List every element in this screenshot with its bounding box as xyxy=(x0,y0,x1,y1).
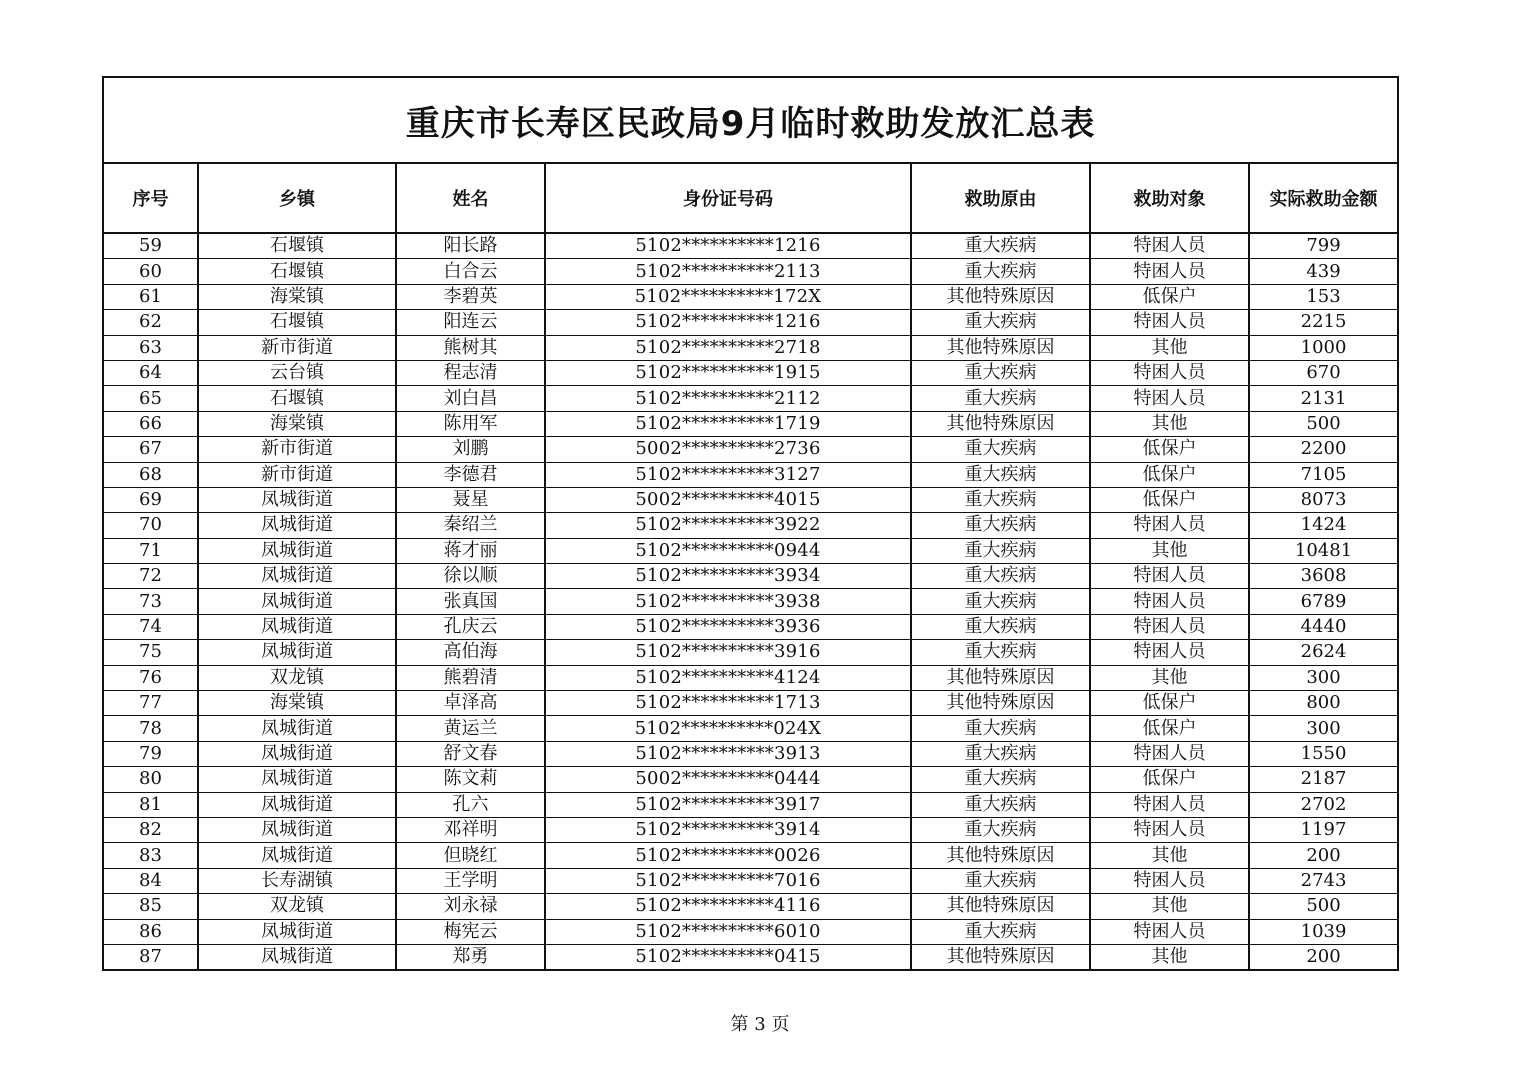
reason-cell: 其他特殊原因 xyxy=(911,843,1090,868)
id-number-cell: 5102**********0026 xyxy=(545,843,911,868)
recipient-type-cell: 特困人员 xyxy=(1090,310,1249,335)
id-number-cell: 5102**********4116 xyxy=(545,894,911,919)
recipient-type-cell: 其他 xyxy=(1090,335,1249,360)
recipient-type-cell: 其他 xyxy=(1090,538,1249,563)
reason-cell: 重大疾病 xyxy=(911,564,1090,589)
reason-cell: 其他特殊原因 xyxy=(911,944,1090,970)
recipient-type-cell: 特困人员 xyxy=(1090,792,1249,817)
amount-cell: 1550 xyxy=(1249,741,1398,766)
table-row xyxy=(103,716,1398,741)
reason-cell: 其他特殊原因 xyxy=(911,691,1090,716)
table-row xyxy=(103,944,1398,970)
town-cell: 石堰镇 xyxy=(198,233,396,259)
recipient-type-cell: 其他 xyxy=(1090,411,1249,436)
table-row xyxy=(103,665,1398,690)
id-number-cell: 5102**********3917 xyxy=(545,792,911,817)
town-cell: 凤城街道 xyxy=(198,538,396,563)
town-cell: 双龙镇 xyxy=(198,665,396,690)
reason-cell: 重大疾病 xyxy=(911,310,1090,335)
relief-summary-table xyxy=(102,76,1399,971)
town-cell: 凤城街道 xyxy=(198,944,396,970)
amount-cell: 1197 xyxy=(1249,817,1398,842)
table-row xyxy=(103,513,1398,538)
name-cell: 孔庆云 xyxy=(396,614,545,639)
id-number-cell: 5102**********2718 xyxy=(545,335,911,360)
index-cell: 63 xyxy=(103,335,198,360)
table-row xyxy=(103,589,1398,614)
name-cell: 程志清 xyxy=(396,360,545,385)
table-row xyxy=(103,487,1398,512)
recipient-type-cell: 低保户 xyxy=(1090,691,1249,716)
amount-cell: 2215 xyxy=(1249,310,1398,335)
id-number-cell: 5102**********024X xyxy=(545,716,911,741)
town-cell: 凤城街道 xyxy=(198,513,396,538)
amount-cell: 439 xyxy=(1249,259,1398,284)
index-cell: 77 xyxy=(103,691,198,716)
recipient-type-cell: 低保户 xyxy=(1090,284,1249,309)
town-cell: 凤城街道 xyxy=(198,614,396,639)
recipient-type-cell: 其他 xyxy=(1090,665,1249,690)
reason-cell: 其他特殊原因 xyxy=(911,665,1090,690)
index-cell: 81 xyxy=(103,792,198,817)
amount-cell: 300 xyxy=(1249,716,1398,741)
index-cell: 78 xyxy=(103,716,198,741)
town-cell: 石堰镇 xyxy=(198,310,396,335)
recipient-type-cell: 特困人员 xyxy=(1090,589,1249,614)
index-cell: 60 xyxy=(103,259,198,284)
amount-cell: 4440 xyxy=(1249,614,1398,639)
id-number-cell: 5102**********0944 xyxy=(545,538,911,563)
name-cell: 聂星 xyxy=(396,487,545,512)
reason-cell: 重大疾病 xyxy=(911,437,1090,462)
id-number-cell: 5102**********3938 xyxy=(545,589,911,614)
amount-cell: 2131 xyxy=(1249,386,1398,411)
reason-cell: 重大疾病 xyxy=(911,817,1090,842)
town-cell: 云台镇 xyxy=(198,360,396,385)
id-number-cell: 5102**********3934 xyxy=(545,564,911,589)
town-cell: 石堰镇 xyxy=(198,386,396,411)
column-header-name: 姓名 xyxy=(396,163,545,233)
reason-cell: 重大疾病 xyxy=(911,487,1090,512)
name-cell: 邓祥明 xyxy=(396,817,545,842)
reason-cell: 重大疾病 xyxy=(911,589,1090,614)
page-number: 第 3 页 xyxy=(730,1014,790,1035)
recipient-type-cell: 特困人员 xyxy=(1090,868,1249,893)
name-cell: 蒋才丽 xyxy=(396,538,545,563)
recipient-type-cell: 特困人员 xyxy=(1090,741,1249,766)
index-cell: 61 xyxy=(103,284,198,309)
column-header-index: 序号 xyxy=(103,163,198,233)
name-cell: 舒文春 xyxy=(396,741,545,766)
recipient-type-cell: 特困人员 xyxy=(1090,513,1249,538)
name-cell: 卓泽高 xyxy=(396,691,545,716)
index-cell: 87 xyxy=(103,944,198,970)
table-row xyxy=(103,284,1398,309)
amount-cell: 6789 xyxy=(1249,589,1398,614)
table-row xyxy=(103,843,1398,868)
table-row xyxy=(103,564,1398,589)
town-cell: 长寿湖镇 xyxy=(198,868,396,893)
town-cell: 凤城街道 xyxy=(198,843,396,868)
table-row xyxy=(103,335,1398,360)
amount-cell: 500 xyxy=(1249,894,1398,919)
amount-cell: 1039 xyxy=(1249,919,1398,944)
reason-cell: 重大疾病 xyxy=(911,233,1090,259)
town-cell: 凤城街道 xyxy=(198,487,396,512)
id-number-cell: 5102**********1915 xyxy=(545,360,911,385)
amount-cell: 8073 xyxy=(1249,487,1398,512)
amount-cell: 799 xyxy=(1249,233,1398,259)
id-number-cell: 5102**********3916 xyxy=(545,640,911,665)
table-row xyxy=(103,310,1398,335)
index-cell: 75 xyxy=(103,640,198,665)
town-cell: 新市街道 xyxy=(198,335,396,360)
town-cell: 海棠镇 xyxy=(198,411,396,436)
amount-cell: 200 xyxy=(1249,944,1398,970)
table-row xyxy=(103,741,1398,766)
index-cell: 70 xyxy=(103,513,198,538)
id-number-cell: 5102**********1216 xyxy=(545,233,911,259)
amount-cell: 200 xyxy=(1249,843,1398,868)
name-cell: 王学明 xyxy=(396,868,545,893)
table-row xyxy=(103,894,1398,919)
recipient-type-cell: 特困人员 xyxy=(1090,360,1249,385)
table-row xyxy=(103,259,1398,284)
id-number-cell: 5102**********3913 xyxy=(545,741,911,766)
reason-cell: 重大疾病 xyxy=(911,767,1090,792)
index-cell: 71 xyxy=(103,538,198,563)
amount-cell: 1424 xyxy=(1249,513,1398,538)
amount-cell: 2200 xyxy=(1249,437,1398,462)
town-cell: 双龙镇 xyxy=(198,894,396,919)
index-cell: 68 xyxy=(103,462,198,487)
index-cell: 67 xyxy=(103,437,198,462)
id-number-cell: 5002**********4015 xyxy=(545,487,911,512)
reason-cell: 重大疾病 xyxy=(911,513,1090,538)
amount-cell: 2187 xyxy=(1249,767,1398,792)
town-cell: 凤城街道 xyxy=(198,817,396,842)
town-cell: 凤城街道 xyxy=(198,564,396,589)
amount-cell: 500 xyxy=(1249,411,1398,436)
recipient-type-cell: 特困人员 xyxy=(1090,564,1249,589)
reason-cell: 重大疾病 xyxy=(911,386,1090,411)
reason-cell: 其他特殊原因 xyxy=(911,411,1090,436)
name-cell: 梅宪云 xyxy=(396,919,545,944)
id-number-cell: 5102**********172X xyxy=(545,284,911,309)
reason-cell: 其他特殊原因 xyxy=(911,335,1090,360)
index-cell: 64 xyxy=(103,360,198,385)
index-cell: 85 xyxy=(103,894,198,919)
name-cell: 李德君 xyxy=(396,462,545,487)
town-cell: 凤城街道 xyxy=(198,741,396,766)
table-body xyxy=(103,233,1398,970)
id-number-cell: 5102**********3127 xyxy=(545,462,911,487)
id-number-cell: 5102**********1216 xyxy=(545,310,911,335)
name-cell: 熊树其 xyxy=(396,335,545,360)
index-cell: 80 xyxy=(103,767,198,792)
index-cell: 83 xyxy=(103,843,198,868)
table-row xyxy=(103,792,1398,817)
table-row xyxy=(103,233,1398,259)
column-header-reason: 救助原由 xyxy=(911,163,1090,233)
recipient-type-cell: 低保户 xyxy=(1090,462,1249,487)
recipient-type-cell: 特困人员 xyxy=(1090,259,1249,284)
index-cell: 62 xyxy=(103,310,198,335)
reason-cell: 重大疾病 xyxy=(911,741,1090,766)
column-header-amount: 实际救助金额 xyxy=(1249,163,1398,233)
town-cell: 凤城街道 xyxy=(198,767,396,792)
name-cell: 刘鹏 xyxy=(396,437,545,462)
table-row xyxy=(103,538,1398,563)
table-row xyxy=(103,640,1398,665)
amount-cell: 7105 xyxy=(1249,462,1398,487)
id-number-cell: 5102**********3922 xyxy=(545,513,911,538)
recipient-type-cell: 低保户 xyxy=(1090,716,1249,741)
name-cell: 郑勇 xyxy=(396,944,545,970)
town-cell: 新市街道 xyxy=(198,462,396,487)
town-cell: 海棠镇 xyxy=(198,691,396,716)
recipient-type-cell: 其他 xyxy=(1090,944,1249,970)
name-cell: 孔六 xyxy=(396,792,545,817)
column-header-town: 乡镇 xyxy=(198,163,396,233)
table-row xyxy=(103,360,1398,385)
amount-cell: 800 xyxy=(1249,691,1398,716)
town-cell: 凤城街道 xyxy=(198,640,396,665)
reason-cell: 重大疾病 xyxy=(911,538,1090,563)
name-cell: 徐以顺 xyxy=(396,564,545,589)
recipient-type-cell: 其他 xyxy=(1090,894,1249,919)
amount-cell: 300 xyxy=(1249,665,1398,690)
recipient-type-cell: 低保户 xyxy=(1090,437,1249,462)
id-number-cell: 5102**********3936 xyxy=(545,614,911,639)
table-title: 重庆市长寿区民政局9月临时救助发放汇总表 xyxy=(103,77,1398,163)
table-row xyxy=(103,919,1398,944)
name-cell: 陈文莉 xyxy=(396,767,545,792)
amount-cell: 10481 xyxy=(1249,538,1398,563)
reason-cell: 重大疾病 xyxy=(911,614,1090,639)
name-cell: 白合云 xyxy=(396,259,545,284)
recipient-type-cell: 特困人员 xyxy=(1090,640,1249,665)
recipient-type-cell: 特困人员 xyxy=(1090,233,1249,259)
table-row xyxy=(103,691,1398,716)
recipient-type-cell: 特困人员 xyxy=(1090,386,1249,411)
name-cell: 但晓红 xyxy=(396,843,545,868)
recipient-type-cell: 特困人员 xyxy=(1090,614,1249,639)
recipient-type-cell: 低保户 xyxy=(1090,487,1249,512)
id-number-cell: 5102**********1713 xyxy=(545,691,911,716)
table-row xyxy=(103,386,1398,411)
town-cell: 新市街道 xyxy=(198,437,396,462)
id-number-cell: 5102**********2112 xyxy=(545,386,911,411)
id-number-cell: 5102**********6010 xyxy=(545,919,911,944)
index-cell: 65 xyxy=(103,386,198,411)
town-cell: 石堰镇 xyxy=(198,259,396,284)
town-cell: 海棠镇 xyxy=(198,284,396,309)
amount-cell: 2743 xyxy=(1249,868,1398,893)
id-number-cell: 5102**********2113 xyxy=(545,259,911,284)
id-number-cell: 5102**********4124 xyxy=(545,665,911,690)
name-cell: 黄运兰 xyxy=(396,716,545,741)
reason-cell: 重大疾病 xyxy=(911,360,1090,385)
reason-cell: 重大疾病 xyxy=(911,259,1090,284)
index-cell: 59 xyxy=(103,233,198,259)
index-cell: 86 xyxy=(103,919,198,944)
amount-cell: 153 xyxy=(1249,284,1398,309)
id-number-cell: 5102**********1719 xyxy=(545,411,911,436)
index-cell: 82 xyxy=(103,817,198,842)
reason-cell: 重大疾病 xyxy=(911,640,1090,665)
index-cell: 66 xyxy=(103,411,198,436)
town-cell: 凤城街道 xyxy=(198,792,396,817)
index-cell: 76 xyxy=(103,665,198,690)
amount-cell: 2624 xyxy=(1249,640,1398,665)
recipient-type-cell: 低保户 xyxy=(1090,767,1249,792)
name-cell: 秦绍兰 xyxy=(396,513,545,538)
index-cell: 73 xyxy=(103,589,198,614)
table-row xyxy=(103,462,1398,487)
id-number-cell: 5002**********2736 xyxy=(545,437,911,462)
index-cell: 84 xyxy=(103,868,198,893)
recipient-type-cell: 特困人员 xyxy=(1090,919,1249,944)
index-cell: 79 xyxy=(103,741,198,766)
reason-cell: 其他特殊原因 xyxy=(911,284,1090,309)
name-cell: 刘白昌 xyxy=(396,386,545,411)
table-row xyxy=(103,817,1398,842)
town-cell: 凤城街道 xyxy=(198,589,396,614)
name-cell: 熊碧清 xyxy=(396,665,545,690)
reason-cell: 重大疾病 xyxy=(911,462,1090,487)
column-header-recipient-type: 救助对象 xyxy=(1090,163,1249,233)
amount-cell: 670 xyxy=(1249,360,1398,385)
id-number-cell: 5002**********0444 xyxy=(545,767,911,792)
index-cell: 72 xyxy=(103,564,198,589)
table-row xyxy=(103,868,1398,893)
name-cell: 陈用军 xyxy=(396,411,545,436)
name-cell: 李碧英 xyxy=(396,284,545,309)
id-number-cell: 5102**********7016 xyxy=(545,868,911,893)
amount-cell: 2702 xyxy=(1249,792,1398,817)
recipient-type-cell: 其他 xyxy=(1090,843,1249,868)
index-cell: 74 xyxy=(103,614,198,639)
reason-cell: 重大疾病 xyxy=(911,792,1090,817)
table-row xyxy=(103,767,1398,792)
amount-cell: 1000 xyxy=(1249,335,1398,360)
amount-cell: 3608 xyxy=(1249,564,1398,589)
column-header-id-number: 身份证号码 xyxy=(545,163,911,233)
name-cell: 阳长路 xyxy=(396,233,545,259)
name-cell: 刘永禄 xyxy=(396,894,545,919)
index-cell: 69 xyxy=(103,487,198,512)
table-row xyxy=(103,614,1398,639)
table-row xyxy=(103,411,1398,436)
town-cell: 凤城街道 xyxy=(198,716,396,741)
recipient-type-cell: 特困人员 xyxy=(1090,817,1249,842)
id-number-cell: 5102**********0415 xyxy=(545,944,911,970)
town-cell: 凤城街道 xyxy=(198,919,396,944)
header-row xyxy=(103,163,1398,233)
reason-cell: 重大疾病 xyxy=(911,868,1090,893)
table-row xyxy=(103,437,1398,462)
name-cell: 高伯海 xyxy=(396,640,545,665)
reason-cell: 重大疾病 xyxy=(911,716,1090,741)
name-cell: 阳连云 xyxy=(396,310,545,335)
reason-cell: 重大疾病 xyxy=(911,919,1090,944)
name-cell: 张真国 xyxy=(396,589,545,614)
id-number-cell: 5102**********3914 xyxy=(545,817,911,842)
reason-cell: 其他特殊原因 xyxy=(911,894,1090,919)
